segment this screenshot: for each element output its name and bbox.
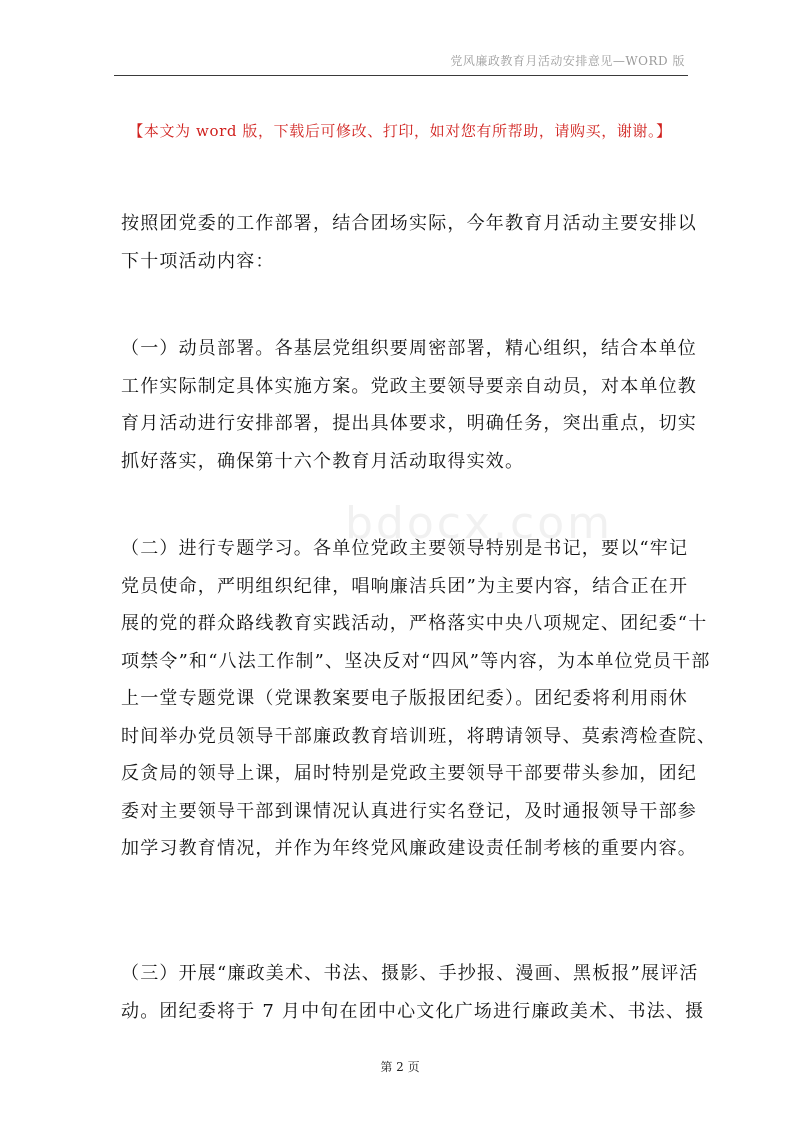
paragraph-line: 时间举办党员领导干部廉政教育培训班，将聘请领导、莫索湾检查院、 bbox=[121, 725, 717, 747]
paragraph-line: （一）动员部署。各基层党组织要周密部署，精心组织，结合本单位 bbox=[121, 338, 697, 359]
paragraph-special-study bbox=[121, 530, 717, 868]
paragraph-line: 抓好落实，确保第十六个教育月活动取得实效。 bbox=[121, 450, 525, 472]
paragraph-line: 工作实际制定具体实施方案。党政主要领导要亲自动员，对本单位教 bbox=[121, 375, 697, 397]
paragraph-line: 展的党的群众路线教育实践活动，严格落实中央八项规定、团纪委“十 bbox=[121, 613, 708, 634]
page-number: 第 2 页 bbox=[380, 1060, 420, 1074]
paragraph-line: 党员使命，严明组织纪律，唱响廉洁兵团”为主要内容，结合正在开 bbox=[121, 575, 689, 597]
paragraph-line: （三）开展“廉政美术、书法、摄影、手抄报、漫画、黑板报”展评活 bbox=[121, 963, 699, 984]
paragraph-line: 项禁令”和“八法工作制”、坚决反对“四风”等内容，为本单位党员干部 bbox=[121, 650, 711, 672]
paragraph-line: 下十项活动内容： bbox=[121, 250, 275, 272]
paragraph-line: 按照团党委的工作部署，结合团场实际，今年教育月活动主要安排以 bbox=[121, 213, 697, 234]
purchase-notice: 【本文为 word 版，下载后可修改、打印，如对您有所帮助，请购买，谢谢。】 bbox=[128, 122, 672, 140]
paragraph-line: 加学习教育情况，并作为年终党风廉政建设责任制考核的重要内容。 bbox=[121, 838, 697, 859]
paragraph-line: 动。团纪委将于 7 月中旬在团中心文化广场进行廉政美术、书法、摄 bbox=[121, 1000, 705, 1022]
header-divider bbox=[114, 75, 688, 76]
paragraph-exhibition bbox=[121, 955, 705, 1030]
paragraph-line: 反贪局的领导上课，届时特别是党政主要领导干部要带头参加，团纪 bbox=[121, 763, 697, 784]
paragraph-line: 育月活动进行安排部署，提出具体要求，明确任务，突出重点，切实 bbox=[121, 413, 697, 434]
paragraph-line: （二）进行专题学习。各单位党政主要领导特别是书记，要以“牢记 bbox=[121, 538, 689, 559]
paragraph-line: 上一堂专题党课（党课教案要电子版报团纪委）。团纪委将利用雨休 bbox=[121, 688, 688, 709]
paragraph-intro bbox=[121, 205, 697, 280]
paragraph-mobilization bbox=[121, 330, 697, 480]
paragraph-line: 委对主要领导干部到课情况认真进行实名登记，及时通报领导干部参 bbox=[121, 800, 697, 822]
running-header-title: 党风廉政教育月活动安排意见—WORD 版 bbox=[450, 54, 685, 68]
watermark: bdocx.com bbox=[345, 498, 613, 549]
